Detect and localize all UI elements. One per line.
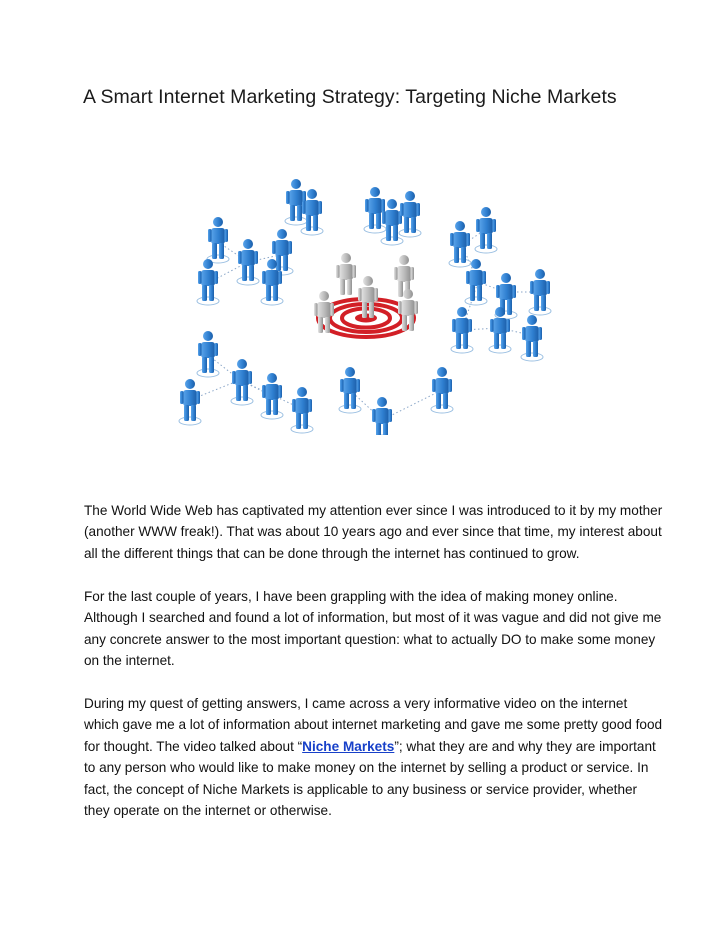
paragraph-3-end: ”; what they are and why they are important to any person who would like to make money on the internet by selling a product or service. In fact, the concept of Niche Markets is applicable to any business or service provider, whether they operate on the internet or otherwise. [84, 738, 656, 819]
article-body [84, 500, 664, 843]
paragraph-2: For the last couple of years, I have been grappling with the idea of making money online. Although I searched and found a lot of information, but most of it was vague and did not give me any concrete answer to the most important question: what to actually DO to make some money on the internet. [84, 588, 662, 669]
niche-markets-link[interactable]: Niche Markets [302, 738, 395, 754]
paragraph-3 [84, 693, 664, 821]
page-title: A Smart Internet Marketing Strategy: Targeting Niche Markets [83, 86, 617, 108]
paragraph-1: The World Wide Web has captivated my attention ever since I was introduced to it by my mother (another WWW freak!). That was about 10 years ago and ever since that time, my interest about all the different things that can be done through the internet has continued to grow. [84, 503, 663, 561]
paragraph-3-start: During my quest of getting answers, I came across a very informative video on the internet which gave me a lot of information about internet marketing and gave me some pretty good food for thought. The video talked about “ [84, 696, 663, 754]
network-target-illustration [160, 165, 570, 435]
